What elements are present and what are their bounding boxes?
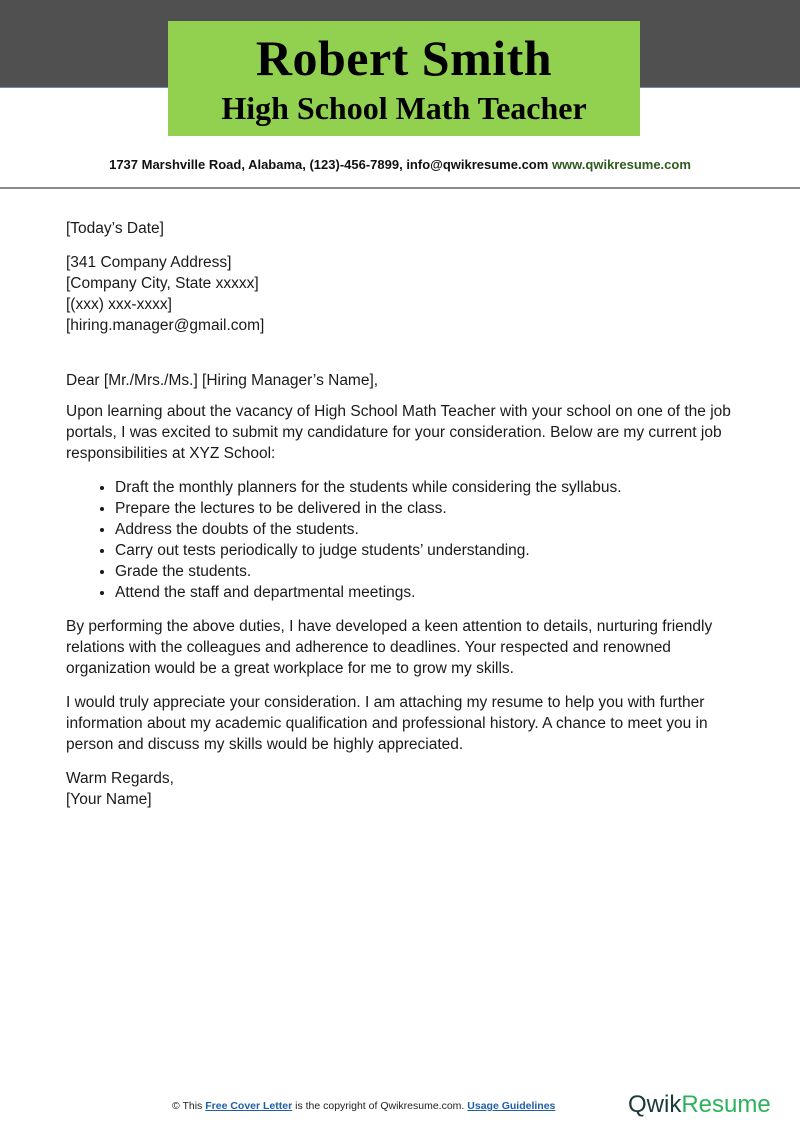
- contact-info: 1737 Marshville Road, Alabama, (123)-456-7899, info@qwikresume.com: [109, 157, 549, 172]
- list-item: • Prepare the lectures to be delivered in the class.: [115, 498, 746, 519]
- responsibilities-list: [66, 477, 746, 603]
- salutation: Dear [Mr./Mrs./Ms.] [Hiring Manager’s Name],: [66, 372, 379, 389]
- contact-line: [0, 157, 800, 172]
- job-title: High School Math Teacher: [221, 90, 587, 126]
- body-paragraph: By performing the above duties, I have developed a keen attention to details, nurturing friendly relations with the colleagues and adherence to deadlines. Your respected and renowned organization would be a great workplace for me to grow my skills.: [66, 618, 713, 677]
- qwikresume-logo: [628, 1091, 771, 1119]
- signature: [Your Name]: [66, 791, 152, 808]
- date: [Today’s Date]: [66, 220, 164, 237]
- footer: [172, 1100, 555, 1112]
- address-line: [(xxx) xxx-xxxx]: [66, 296, 172, 313]
- candidate-name: Robert Smith: [255, 30, 553, 86]
- list-item: • Address the doubts of the students.: [115, 519, 746, 540]
- list-item: • Grade the students.: [115, 561, 746, 582]
- list-item: • Carry out tests periodically to judge students’ understanding.: [115, 540, 746, 561]
- list-item: • Draft the monthly planners for the students while considering the syllabus.: [115, 477, 746, 498]
- intro-paragraph: Upon learning about the vacancy of High School Math Teacher with your school on one of the job portals, I was excited to submit my candidature for your consideration. Below are my current job responsibilities at XYZ School:: [66, 403, 731, 462]
- copyright-prefix: © This: [172, 1100, 203, 1112]
- website-link[interactable]: www.qwikresume.com: [551, 157, 691, 172]
- letter-body: [66, 218, 746, 810]
- address-line: [Company City, State xxxxx]: [66, 275, 259, 292]
- list-item: • Attend the staff and departmental meetings.: [115, 582, 746, 603]
- usage-guidelines-link[interactable]: Usage Guidelines: [467, 1100, 556, 1112]
- free-cover-letter-link[interactable]: Free Cover Letter: [205, 1100, 293, 1112]
- divider: [0, 187, 800, 189]
- copyright-text: is the copyright of Qwikresume.com.: [295, 1100, 465, 1112]
- name-box: [168, 21, 640, 136]
- address-line: [hiring.manager@gmail.com]: [66, 317, 265, 334]
- closing: Warm Regards,: [66, 770, 174, 787]
- logo-part1: Qwik: [628, 1091, 682, 1118]
- logo-part2: Resume: [681, 1091, 771, 1118]
- address-line: [341 Company Address]: [66, 254, 232, 271]
- body-paragraph: I would truly appreciate your consideration. I am attaching my resume to help you with further information about my academic qualification and professional history. A chance to meet you in person and discuss my skills would be highly appreciated.: [66, 694, 708, 753]
